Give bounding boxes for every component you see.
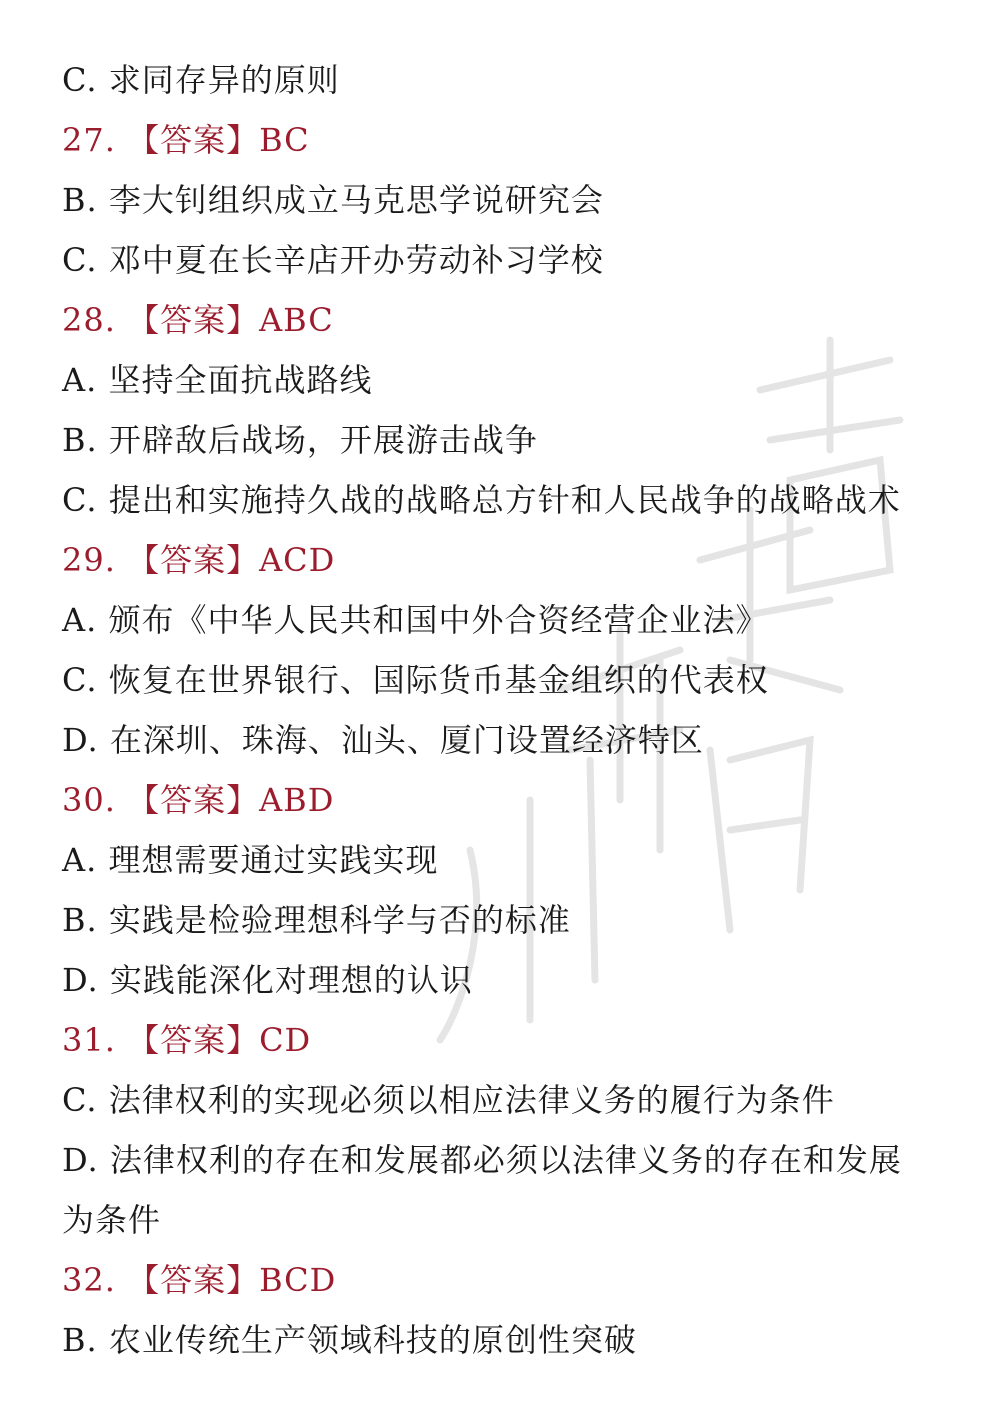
option-line: A. 颁布《中华人民共和国中外合资经营企业法》 bbox=[62, 601, 769, 639]
answer-line-28: 28. 【答案】ABC bbox=[62, 301, 334, 339]
option-line: C. 法律权利的实现必须以相应法律义务的履行为条件 bbox=[62, 1081, 835, 1119]
answer-line-32: 32. 【答案】BCD bbox=[62, 1261, 337, 1299]
answer-line-31: 31. 【答案】CD bbox=[62, 1021, 312, 1059]
option-line: D. 在深圳、珠海、汕头、厦门设置经济特区 bbox=[62, 721, 704, 759]
option-line: B. 实践是检验理想科学与否的标准 bbox=[62, 901, 571, 939]
option-line: C. 求同存异的原则 bbox=[62, 61, 340, 99]
option-line: D. 实践能深化对理想的认识 bbox=[62, 961, 473, 999]
option-line-continued: 为条件 bbox=[62, 1201, 162, 1239]
option-line: A. 理想需要通过实践实现 bbox=[62, 841, 439, 879]
option-line: C. 恢复在世界银行、国际货币基金组织的代表权 bbox=[62, 661, 769, 699]
option-line: C. 邓中夏在长辛店开办劳动补习学校 bbox=[62, 241, 604, 279]
option-line: B. 李大钊组织成立马克思学说研究会 bbox=[62, 181, 604, 219]
option-line: C. 提出和实施持久战的战略总方针和人民战争的战略战术 bbox=[62, 481, 901, 519]
answer-line-27: 27. 【答案】BC bbox=[62, 121, 310, 159]
option-line: D. 法律权利的存在和发展都必须以法律义务的存在和发展 bbox=[62, 1141, 902, 1179]
option-line: B. 开辟敌后战场，开展游击战争 bbox=[62, 421, 538, 459]
answer-line-29: 29. 【答案】ACD bbox=[62, 541, 336, 579]
answer-line-30: 30. 【答案】ABD bbox=[62, 781, 335, 819]
option-line: A. 坚持全面抗战路线 bbox=[62, 361, 373, 399]
option-line: B. 农业传统生产领域科技的原创性突破 bbox=[62, 1321, 637, 1359]
